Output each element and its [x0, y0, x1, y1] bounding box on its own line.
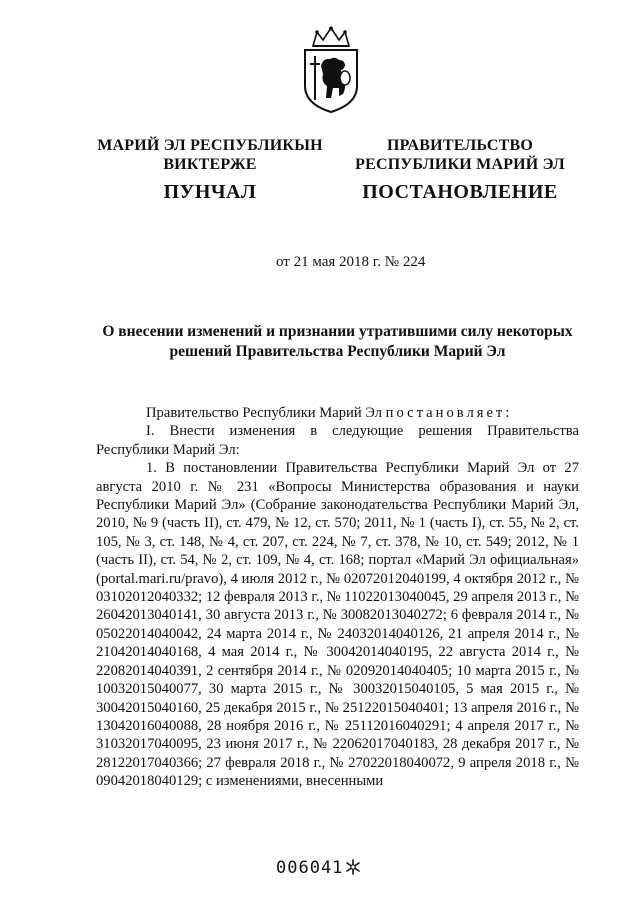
- header-left-doc-type: ПУНЧАЛ: [163, 181, 257, 203]
- body-item-1: I. Внести изменения в следующие решения Правительства Республики Марий Эл:: [96, 423, 579, 458]
- decree-body: [96, 404, 579, 791]
- body-intro-spaced: постановляет:: [385, 405, 513, 421]
- asterisk-mark-icon: [344, 858, 362, 876]
- header-right-doc-type: ПОСТАНОВЛЕНИЕ: [362, 181, 558, 203]
- coat-of-arms-icon: [299, 26, 363, 114]
- body-item-1-1: 1. В постановлении Правительства Республики Марий Эл от 27 августа 2010 г. № 231 «Вопросы Министерства образования и науки Республики Марий Эл» (Собрание законодательства Республики Марий Эл, 2010, № 9 (часть II), ст. 479, № 12, ст. 570; 2011, № 1 (часть I), ст. 55, № 2, ст. 105, № 3, ст. 148, № 4, ст. 207, ст. 224, № 7, ст. 378, № 10, ст. 549; 2012, № 1 (часть II), ст. 54, № 2, ст. 109, № 4, ст. 168; портал «Марий Эл официальная» (portal.mari.ru/pravo), 4 июля 2012 г., № 02072012040199, 4 октября 2012 г., № 03102012040332; 12 февраля 2013 г., № 11022013040045, 29 апреля 2013 г., № 26042013040141, 30 августа 2013 г., № 30082013040272; 6 февраля 2014 г., № 05022014040042, 24 марта 2014 г., № 24032014040126, 21 апреля 2014 г., № 21042014040168, 4 мая 2014 г., № 30042014040195, 22 августа 2014 г., № 22082014040391, 2 сентября 2014 г., № 02092014040405; 10 марта 2015 г., № 10032015040077, 30 марта 2015 г., № 30032015040105, 5 мая 2015 г., № 30042015040160, 25 декабря 2015 г., № 25122015040401; 13 апреля 2016 г., № 13042016040088, 28 ноября 2016 г., № 25112016040291; 4 апреля 2017 г., № 31032017040095, 23 июня 2017 г., № 22062017040183, 28 декабря 2017 г., № 28122017040366; 27 февраля 2018 г., № 27022018040072, 9 апреля 2018 г., № 09042018040129; с изменениями, внесенными: [96, 460, 579, 790]
- body-intro: [96, 404, 579, 422]
- body-intro-prefix: Правительство Республики Марий Эл: [146, 405, 386, 421]
- header-right-line2: РЕСПУБЛИКИ МАРИЙ ЭЛ: [355, 156, 565, 173]
- header-right-line1: ПРАВИТЕЛЬСТВО: [386, 137, 534, 154]
- form-serial-number: 006041: [276, 858, 344, 878]
- header-left-line1: МАРИЙ ЭЛ РЕСПУБЛИКЫН: [97, 137, 323, 154]
- header-right: [355, 136, 565, 204]
- header-left-line2: ВИКТЕРЖЕ: [163, 156, 257, 173]
- decree-date-number: от 21 мая 2018 г. № 224: [276, 254, 426, 270]
- decree-title: О внесении изменений и признании утратившими силу некоторых решений Правительства Республики Марий Эл: [102, 323, 573, 360]
- header-left: [90, 136, 330, 204]
